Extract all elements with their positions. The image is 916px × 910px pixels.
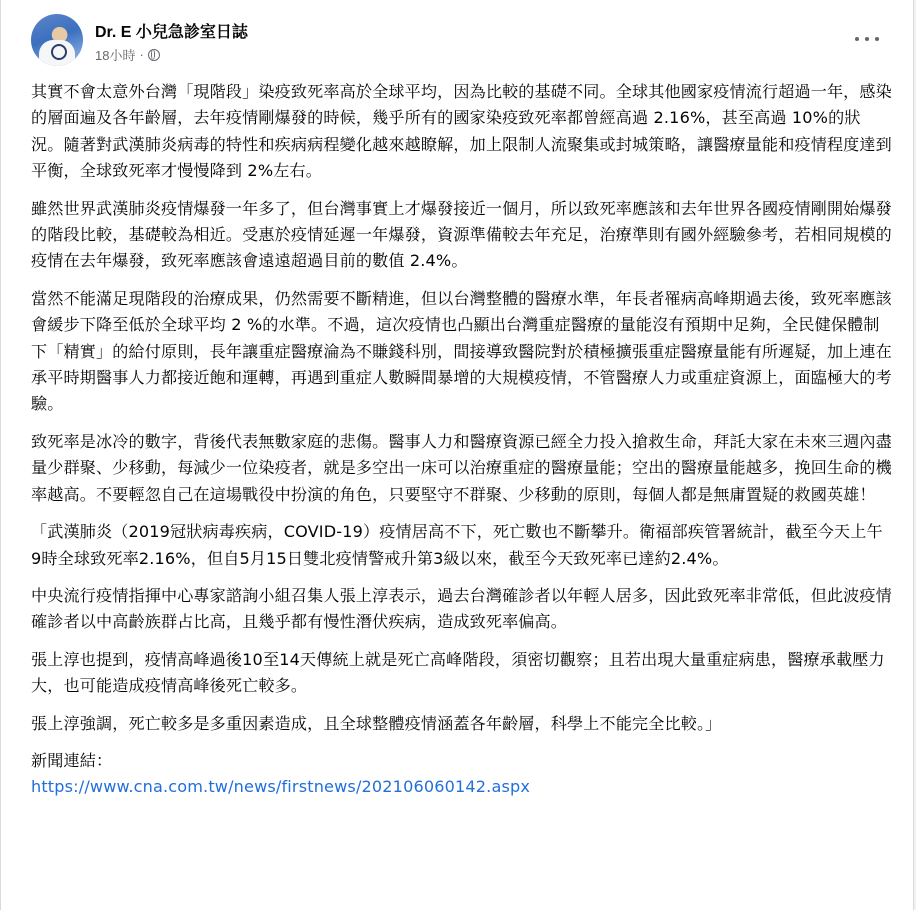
post-meta [95,45,160,64]
avatar[interactable] [31,14,83,66]
post-paragraph: 張上淳也提到，疫情高峰過後10至14天傳統上就是死亡高峰階段，須密切觀察；且若出現大量重症病患，醫療承載壓力大，也可能造成疫情高峰後死亡較多。 [31,649,885,696]
post-body [31,79,893,801]
post-timestamp[interactable]: 18小時 [95,48,136,63]
post-paragraph: 張上淳強調，死亡較多是多重因素造成，且全球整體疫情涵蓋各年齡層，科學上不能完全比較。」 [31,713,722,733]
page-name-link[interactable]: Dr. E 小兒急診室日誌 [95,24,248,41]
globe-icon[interactable] [148,49,160,61]
news-link-label: 新聞連結： [31,750,113,770]
more-horizontal-icon[interactable] [855,34,879,44]
more-dot [865,37,869,41]
post-paragraph: 「武漢肺炎（2019冠狀病毒疾病，COVID-19）疫情居高不下，死亡數也不斷攀升。衛福部疾管署統計，截至今天上午9時全球致死率2.16%，但自5月15日雙北疫情警戒升第3級以來，截至今天致死率已達約2.4%。 [31,522,883,568]
post-paragraph: 其實不會太意外台灣「現階段」染疫致死率高於全球平均，因為比較的基礎不同。全球其他國家疫情流行超過一年，感染的層面遍及各年齡層，去年疫情剛爆發的時候，幾乎所有的國家染疫致死率都曾經高過 2.16%，甚至高過 10%的狀況。隨著對武漢肺炎病毒的特性和疾病病程變化越來越瞭解，加上限制人流聚集或封城策略，讓醫療量能和疫情程度達到平衡，全球致死率才慢慢降到 2%左右。 [31,82,892,181]
post-paragraph: 當然不能滿足現階段的治療成果，仍然需要不斷精進，但以台灣整體的醫療水準，年長者罹病高峰期過去後，致死率應該會緩步下降至低於全球平均 2 %的水準。不過，這次疫情也凸顯出台灣重症醫療的量能沒有預期中足夠，全民健保體制下「精實」的給付原則，長年讓重症醫療淪為不賺錢科別，間接導致醫院對於積極擴張重症醫療量能有所遲疑，加上連在承平時期醫事人力都接近飽和運轉，再遇到重症人數瞬間暴增的大規模疫情，不管醫療人力或重症資源上，面臨極大的考驗。 [31,288,892,414]
more-dot [875,37,879,41]
news-link[interactable]: https://www.cna.com.tw/news/firstnews/202106060142.aspx [31,777,531,797]
post-header [31,14,893,70]
meta-separator: · [139,47,144,62]
post-paragraph: 中央流行疫情指揮中心專家諮詢小組召集人張上淳表示，過去台灣確診者以年輕人居多，因此致死率非常低，但此波疫情確診者以中高齡族群占比高，且幾乎都有慢性潛伏疾病，造成致死率偏高。 [31,585,892,632]
post-paragraph: 雖然世界武漢肺炎疫情爆發一年多了，但台灣事實上才爆發接近一個月，所以致死率應該和去年世界各國疫情剛開始爆發的階段比較，基礎較為相近。受惠於疫情延遲一年爆發，資源準備較去年充足，治療準則有國外經驗參考，若相同規模的疫情在去年爆發，致死率應該會遠遠超過目前的數值 2.4%。 [31,198,892,271]
avatar-stethoscope [51,44,67,60]
more-dot [855,37,859,41]
post-paragraph: 致死率是冰冷的數字，背後代表無數家庭的悲傷。醫事人力和醫療資源已經全力投入搶救生命，拜託大家在未來三週內盡量少群聚、少移動，每減少一位染疫者，就是多空出一床可以治療重症的醫療量能；空出的醫療量能越多，挽回生命的機率越高。不要輕忽自己在這場戰役中扮演的角色，只要堅守不群聚、少移動的原則，每個人都是無庸置疑的救國英雄！ [31,431,892,504]
